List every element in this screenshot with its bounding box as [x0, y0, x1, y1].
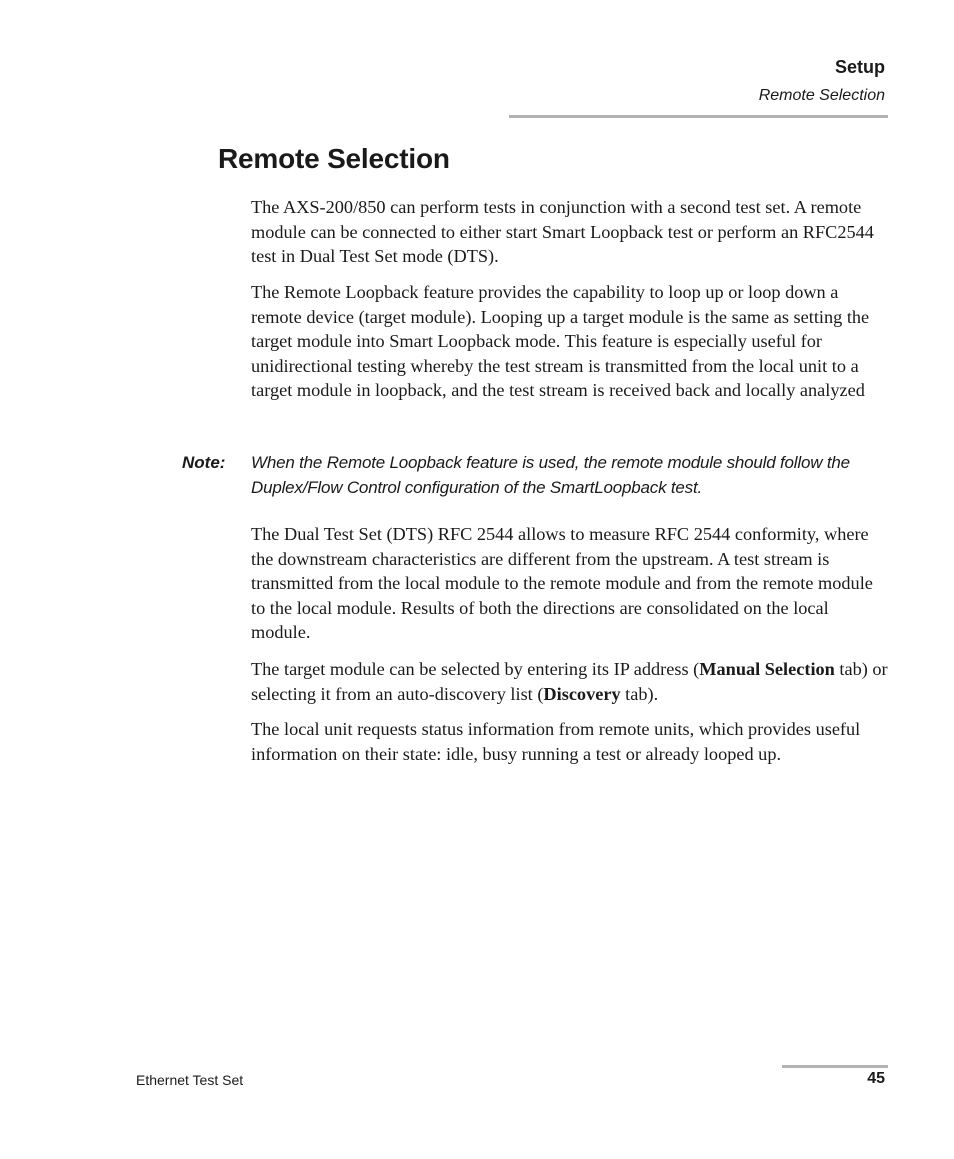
header-chapter: Setup [834, 57, 885, 77]
header-section: Remote Selection [758, 87, 885, 104]
page-number: 45 [867, 1070, 885, 1087]
paragraph-target-selection [251, 657, 891, 706]
paragraph-dual-test-set: The Dual Test Set (DTS) RFC 2544 allows to measure RFC 2544 conformity, where the downstream characteristics are different from the upstream. A test stream is transmitted from the local module to the remote module and from the remote module to the local module. Results of both the directions are consolidated on the local module. [251, 524, 873, 643]
header-rule [509, 115, 888, 118]
note-text: When the Remote Loopback feature is used, the remote module should follow the Duplex/Flow Control configuration of the SmartLoopback test. [251, 453, 850, 497]
note-label: Note: [182, 453, 226, 472]
paragraph-remote-loopback: The Remote Loopback feature provides the capability to loop up or loop down a remote device (target module). Looping up a target module is the same as setting the target module into Smart Loopback mode. This feature is especially useful for unidirectional testing whereby the test stream is transmitted from the local unit to a target module in loopback, and the test stream is received back and locally analyzed [251, 282, 870, 401]
footer-product-name: Ethernet Test Set [136, 1072, 244, 1088]
page-title: Remote Selection [218, 143, 450, 174]
text-segment: tab). [620, 683, 659, 704]
text-segment: The target module can be selected by entering its IP address ( [251, 659, 700, 679]
footer-rule [782, 1065, 888, 1068]
paragraph-status-info: The local unit requests status information from remote units, which provides useful information on their state: idle, busy running a test or already looped up. [251, 719, 861, 764]
paragraph-intro: The AXS-200/850 can perform tests in conjunction with a second test set. A remote module can be connected to either start Smart Loopback test or perform an RFC2544 test in Dual Test Set mode (DTS). [251, 197, 874, 267]
text-segment: tab) or selecting it from an auto-discovery list ( [251, 659, 888, 704]
discovery-term: Discovery [543, 683, 621, 704]
manual-selection-term: Manual Selection [699, 659, 835, 679]
